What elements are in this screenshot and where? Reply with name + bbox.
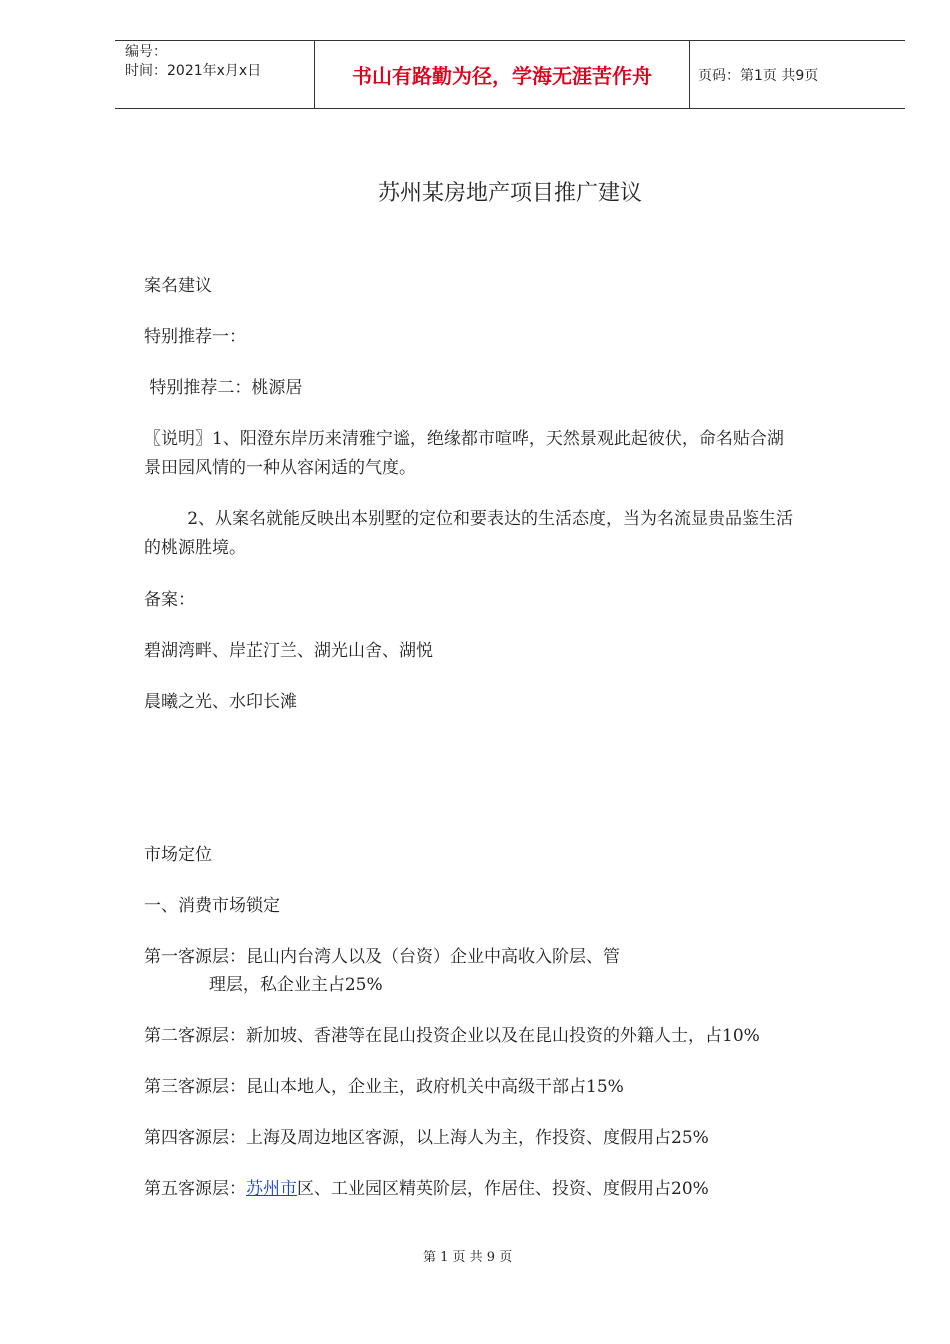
page-header (115, 40, 905, 109)
backup-names-1: 碧湖湾畔、岸芷汀兰、湖光山舍、湖悦 (144, 641, 433, 661)
subsection-consumer-market: 一、消费市场锁定 (144, 896, 280, 916)
customer-tier-5-suffix: 区、工业园区精英阶层，作居住、投资、度假用占20% (297, 1179, 709, 1199)
section-heading-name: 案名建议 (144, 276, 212, 296)
backup-names-2: 晨曦之光、水印长滩 (144, 692, 297, 712)
suzhou-city-link[interactable]: 苏州市 (246, 1179, 297, 1199)
backup-heading: 备案： (144, 590, 195, 610)
customer-tier-5-prefix: 第五客源层： (144, 1179, 246, 1199)
customer-tier-3: 第三客源层：昆山本地人，企业主，政府机关中高级干部占15% (144, 1077, 624, 1097)
serial-label: 编号： (125, 44, 167, 60)
recommendation-two: 特别推荐二：桃源居 (144, 378, 303, 398)
customer-tier-1-cont: 理层，私企业主占25% (144, 975, 383, 995)
header-page-info: 页码：第1页 共9页 (698, 67, 819, 84)
recommendation-one: 特别推荐一： (144, 327, 246, 347)
document-title: 苏州某房地产项目推广建议 (377, 181, 642, 206)
header-motto: 书山有路勤为径，学海无涯苦作舟 (315, 41, 690, 108)
customer-tier-2: 第二客源层：新加坡、香港等在昆山投资企业以及在昆山投资的外籍人士，占10% (144, 1026, 760, 1046)
header-meta (115, 41, 315, 108)
section-heading-market: 市场定位 (144, 845, 212, 865)
customer-tier-4: 第四客源层：上海及周边地区客源，以上海人为主，作投资、度假用占25% (144, 1128, 709, 1148)
page-footer: 第 1 页 共 9 页 (423, 1250, 513, 1265)
customer-tier-5 (144, 1175, 884, 1204)
note-line-1: 〖说明〗1、阳澄东岸历来清雅宁谧，绝缘都市喧哗，天然景观此起彼伏，命名贴合湖 (144, 429, 784, 449)
note-line-2: 2、从案名就能反映出本别墅的定位和要表达的生活态度，当为名流显贵品鉴生活 (144, 509, 794, 529)
customer-tier-1: 第一客源层：昆山内台湾人以及（台资）企业中高收入阶层、管 (144, 947, 620, 967)
note-line-1-cont: 景田园风情的一种从容闲适的气度。 (144, 458, 416, 478)
note-line-2-cont: 的桃源胜境。 (144, 538, 246, 558)
time-label: 时间：2021年x月x日 (125, 63, 262, 79)
